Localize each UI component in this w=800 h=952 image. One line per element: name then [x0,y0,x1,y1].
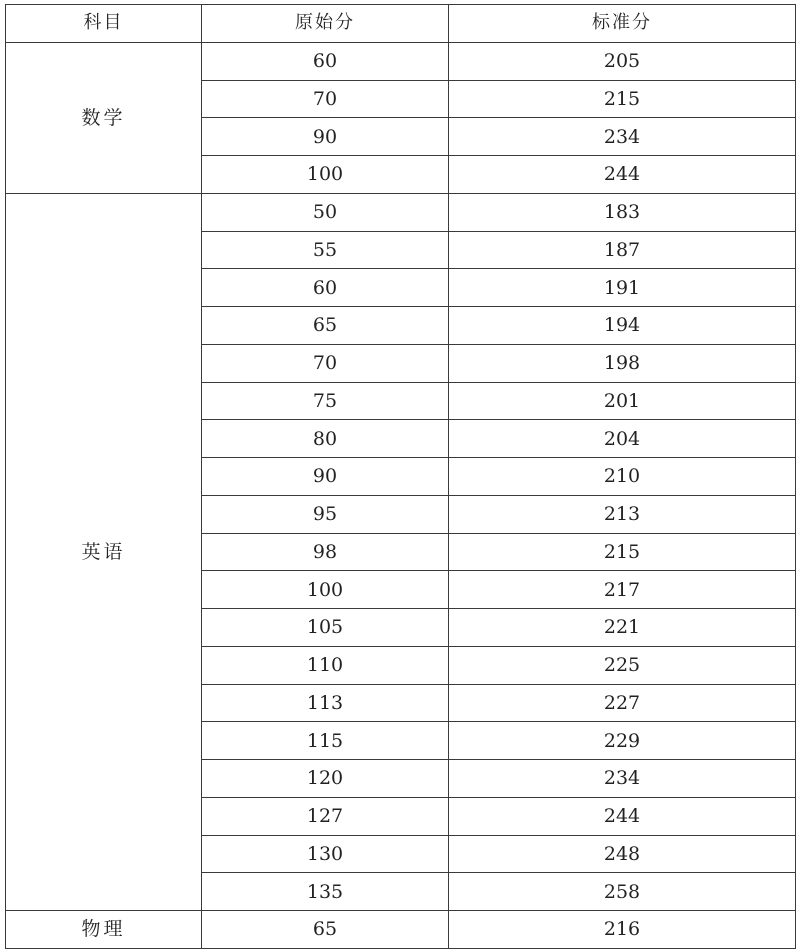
raw-score-cell: 80 [202,420,449,458]
raw-score-cell: 98 [202,533,449,571]
standard-score-cell: 205 [449,42,796,80]
standard-score-cell: 194 [449,307,796,345]
raw-score-cell: 60 [202,269,449,307]
standard-score-cell: 227 [449,684,796,722]
raw-score-cell: 95 [202,495,449,533]
standard-score-cell: 258 [449,873,796,911]
standard-score-cell: 187 [449,231,796,269]
standard-score-cell: 201 [449,382,796,420]
raw-score-cell: 55 [202,231,449,269]
raw-score-cell: 70 [202,344,449,382]
header-standard-score: 标准分 [449,5,796,43]
standard-score-cell: 198 [449,344,796,382]
raw-score-cell: 65 [202,307,449,345]
standard-score-cell: 215 [449,533,796,571]
standard-score-cell: 217 [449,571,796,609]
standard-score-cell: 210 [449,458,796,496]
table-row [6,193,796,231]
raw-score-cell: 75 [202,382,449,420]
standard-score-cell: 248 [449,835,796,873]
standard-score-cell: 244 [449,156,796,194]
raw-score-cell: 50 [202,193,449,231]
raw-score-cell: 90 [202,118,449,156]
table-body [6,42,796,948]
subject-cell: 物理 [6,911,202,949]
header-subject: 科目 [6,5,202,43]
raw-score-cell: 60 [202,42,449,80]
standard-score-cell: 234 [449,118,796,156]
standard-score-cell: 191 [449,269,796,307]
raw-score-cell: 130 [202,835,449,873]
raw-score-cell: 127 [202,797,449,835]
standard-score-cell: 229 [449,722,796,760]
raw-score-cell: 90 [202,458,449,496]
raw-score-cell: 135 [202,873,449,911]
raw-score-cell: 70 [202,80,449,118]
raw-score-cell: 100 [202,156,449,194]
subject-cell: 数学 [6,42,202,193]
standard-score-cell: 221 [449,609,796,647]
standard-score-cell: 216 [449,911,796,949]
raw-score-cell: 113 [202,684,449,722]
raw-score-cell: 100 [202,571,449,609]
raw-score-cell: 65 [202,911,449,949]
raw-score-cell: 115 [202,722,449,760]
subject-cell: 英语 [6,193,202,910]
table-row [6,911,796,949]
raw-score-cell: 120 [202,760,449,798]
raw-score-cell: 110 [202,646,449,684]
raw-score-cell: 105 [202,609,449,647]
standard-score-cell: 215 [449,80,796,118]
table-header [6,5,796,43]
header-row [6,5,796,43]
standard-score-cell: 225 [449,646,796,684]
standard-score-cell: 234 [449,760,796,798]
standard-score-cell: 244 [449,797,796,835]
header-raw-score: 原始分 [202,5,449,43]
standard-score-cell: 213 [449,495,796,533]
score-table [5,4,796,949]
standard-score-cell: 204 [449,420,796,458]
table-row [6,42,796,80]
standard-score-cell: 183 [449,193,796,231]
